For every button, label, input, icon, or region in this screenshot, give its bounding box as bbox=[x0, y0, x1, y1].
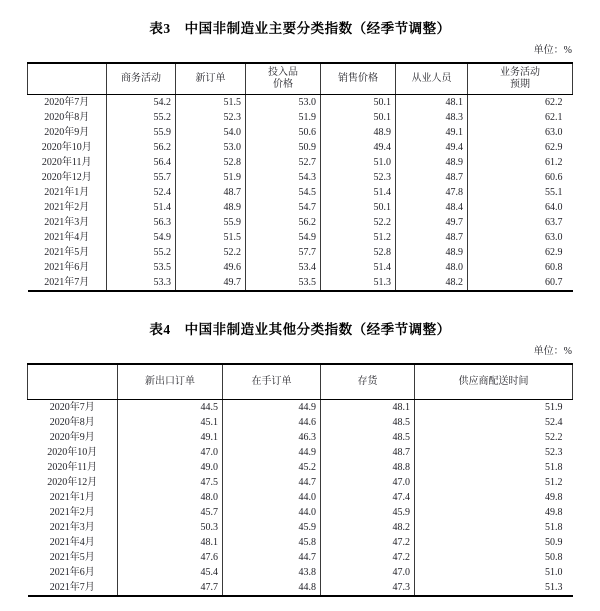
table-row bbox=[28, 550, 573, 565]
value-cell: 62.2 bbox=[468, 95, 573, 111]
row-label: 2021年1月 bbox=[44, 187, 90, 198]
column-header: 供应商配送时间 bbox=[415, 364, 573, 400]
value-cell: 52.2 bbox=[321, 215, 396, 230]
value-cell: 45.7 bbox=[118, 505, 223, 520]
table-row bbox=[28, 535, 573, 550]
row-label: 2021年6月 bbox=[49, 567, 95, 578]
table-row bbox=[28, 430, 573, 445]
value-cell: 56.2 bbox=[246, 215, 321, 230]
value-cell: 56.2 bbox=[107, 140, 176, 155]
value-cell: 52.2 bbox=[415, 430, 573, 445]
value-cell: 48.5 bbox=[321, 415, 415, 430]
row-label: 2020年10月 bbox=[47, 447, 98, 458]
value-cell: 53.0 bbox=[246, 95, 321, 111]
table4-header bbox=[28, 364, 573, 400]
table3-wrap bbox=[27, 44, 572, 292]
value-cell: 60.6 bbox=[468, 170, 573, 185]
column-header: 商务活动 bbox=[107, 63, 176, 95]
value-cell: 62.1 bbox=[468, 110, 573, 125]
row-label: 2020年9月 bbox=[44, 127, 90, 138]
value-cell: 51.9 bbox=[176, 170, 246, 185]
value-cell: 46.3 bbox=[223, 430, 321, 445]
value-cell: 63.0 bbox=[468, 125, 573, 140]
table-row bbox=[28, 505, 573, 520]
row-label: 2021年4月 bbox=[49, 537, 95, 548]
row-label: 2020年8月 bbox=[49, 417, 95, 428]
value-cell: 49.1 bbox=[118, 430, 223, 445]
column-header: 新出口订单 bbox=[118, 364, 223, 400]
table-row bbox=[28, 445, 573, 460]
value-cell: 49.4 bbox=[396, 140, 468, 155]
value-cell: 45.8 bbox=[223, 535, 321, 550]
value-cell: 48.2 bbox=[396, 275, 468, 291]
value-cell: 47.2 bbox=[321, 550, 415, 565]
value-cell: 48.1 bbox=[396, 95, 468, 111]
row-label: 2021年1月 bbox=[49, 492, 95, 503]
value-cell: 47.5 bbox=[118, 475, 223, 490]
table-row bbox=[28, 475, 573, 490]
column-header: 销售价格 bbox=[321, 63, 396, 95]
row-label: 2020年11月 bbox=[47, 462, 98, 473]
column-header: 从业人员 bbox=[396, 63, 468, 95]
value-cell: 52.4 bbox=[415, 415, 573, 430]
table-row bbox=[28, 460, 573, 475]
value-cell: 48.3 bbox=[396, 110, 468, 125]
table3-title: 表3 中国非制造业主要分类指数（经季节调整） bbox=[149, 21, 451, 36]
value-cell: 54.2 bbox=[107, 95, 176, 111]
value-cell: 55.2 bbox=[107, 245, 176, 260]
value-cell: 49.8 bbox=[415, 505, 573, 520]
table-row bbox=[28, 520, 573, 535]
value-cell: 50.8 bbox=[415, 550, 573, 565]
value-cell: 47.0 bbox=[118, 445, 223, 460]
row-label: 2021年5月 bbox=[44, 247, 90, 258]
table-row bbox=[28, 110, 573, 125]
value-cell: 50.1 bbox=[321, 95, 396, 111]
value-cell: 47.4 bbox=[321, 490, 415, 505]
value-cell: 47.0 bbox=[321, 475, 415, 490]
table4-section bbox=[0, 292, 600, 597]
table3-header bbox=[28, 63, 573, 95]
value-cell: 53.3 bbox=[107, 275, 176, 291]
value-cell: 49.8 bbox=[415, 490, 573, 505]
value-cell: 53.5 bbox=[107, 260, 176, 275]
table-row bbox=[28, 565, 573, 580]
value-cell: 48.7 bbox=[176, 185, 246, 200]
table3-body bbox=[28, 95, 573, 292]
value-cell: 55.7 bbox=[107, 170, 176, 185]
row-label: 2021年3月 bbox=[49, 522, 95, 533]
value-cell: 60.8 bbox=[468, 260, 573, 275]
value-cell: 48.7 bbox=[396, 170, 468, 185]
value-cell: 45.9 bbox=[223, 520, 321, 535]
value-cell: 45.9 bbox=[321, 505, 415, 520]
value-cell: 45.4 bbox=[118, 565, 223, 580]
table4-title: 表4 中国非制造业其他分类指数（经季节调整） bbox=[149, 322, 451, 337]
value-cell: 55.9 bbox=[176, 215, 246, 230]
value-cell: 44.5 bbox=[118, 400, 223, 416]
row-label: 2020年7月 bbox=[49, 402, 95, 413]
value-cell: 48.7 bbox=[396, 230, 468, 245]
value-cell: 44.0 bbox=[223, 505, 321, 520]
value-cell: 64.0 bbox=[468, 200, 573, 215]
value-cell: 51.9 bbox=[246, 110, 321, 125]
value-cell: 52.7 bbox=[246, 155, 321, 170]
value-cell: 51.4 bbox=[321, 260, 396, 275]
value-cell: 48.9 bbox=[176, 200, 246, 215]
table4-other-indices bbox=[27, 363, 573, 597]
row-label: 2020年11月 bbox=[41, 157, 92, 168]
value-cell: 48.9 bbox=[396, 155, 468, 170]
table-row bbox=[28, 275, 573, 291]
value-cell: 55.2 bbox=[107, 110, 176, 125]
value-cell: 62.9 bbox=[468, 140, 573, 155]
value-cell: 48.4 bbox=[396, 200, 468, 215]
table4-wrap bbox=[27, 345, 572, 597]
value-cell: 44.7 bbox=[223, 475, 321, 490]
table-row bbox=[28, 95, 573, 111]
value-cell: 51.3 bbox=[321, 275, 396, 291]
value-cell: 48.7 bbox=[321, 445, 415, 460]
value-cell: 44.9 bbox=[223, 400, 321, 416]
value-cell: 56.4 bbox=[107, 155, 176, 170]
value-cell: 53.5 bbox=[246, 275, 321, 291]
table-row bbox=[28, 490, 573, 505]
value-cell: 51.9 bbox=[415, 400, 573, 416]
value-cell: 49.6 bbox=[176, 260, 246, 275]
value-cell: 52.3 bbox=[176, 110, 246, 125]
row-label: 2020年12月 bbox=[47, 477, 98, 488]
table-row bbox=[28, 185, 573, 200]
value-cell: 51.4 bbox=[321, 185, 396, 200]
value-cell: 44.9 bbox=[223, 445, 321, 460]
value-cell: 54.9 bbox=[107, 230, 176, 245]
table-row bbox=[28, 200, 573, 215]
value-cell: 62.9 bbox=[468, 245, 573, 260]
table-row bbox=[28, 170, 573, 185]
value-cell: 48.0 bbox=[118, 490, 223, 505]
row-label: 2021年7月 bbox=[49, 582, 95, 593]
value-cell: 44.0 bbox=[223, 490, 321, 505]
value-cell: 48.9 bbox=[321, 125, 396, 140]
row-label: 2020年10月 bbox=[41, 142, 92, 153]
row-label: 2021年5月 bbox=[49, 552, 95, 563]
value-cell: 52.8 bbox=[321, 245, 396, 260]
value-cell: 49.0 bbox=[118, 460, 223, 475]
value-cell: 52.8 bbox=[176, 155, 246, 170]
table-row bbox=[28, 155, 573, 170]
value-cell: 47.2 bbox=[321, 535, 415, 550]
value-cell: 45.1 bbox=[118, 415, 223, 430]
column-header: 存货 bbox=[321, 364, 415, 400]
row-label: 2021年7月 bbox=[44, 277, 90, 288]
column-header: 新订单 bbox=[176, 63, 246, 95]
value-cell: 50.9 bbox=[415, 535, 573, 550]
table3-unit-label: 单位：% bbox=[533, 45, 572, 56]
row-label: 2021年2月 bbox=[49, 507, 95, 518]
column-header: 投入品 价格 bbox=[246, 63, 321, 95]
value-cell: 43.8 bbox=[223, 565, 321, 580]
table-row bbox=[28, 400, 573, 416]
value-cell: 44.7 bbox=[223, 550, 321, 565]
value-cell: 51.4 bbox=[107, 200, 176, 215]
row-label: 2021年3月 bbox=[44, 217, 90, 228]
value-cell: 51.0 bbox=[321, 155, 396, 170]
value-cell: 49.7 bbox=[176, 275, 246, 291]
value-cell: 47.8 bbox=[396, 185, 468, 200]
value-cell: 51.3 bbox=[415, 580, 573, 596]
value-cell: 61.2 bbox=[468, 155, 573, 170]
table4-header-row bbox=[28, 364, 573, 400]
table-row bbox=[28, 260, 573, 275]
table3-header-row bbox=[28, 63, 573, 95]
row-label: 2021年2月 bbox=[44, 202, 90, 213]
value-cell: 50.1 bbox=[321, 110, 396, 125]
value-cell: 56.3 bbox=[107, 215, 176, 230]
value-cell: 49.7 bbox=[396, 215, 468, 230]
value-cell: 50.9 bbox=[246, 140, 321, 155]
value-cell: 55.1 bbox=[468, 185, 573, 200]
value-cell: 54.5 bbox=[246, 185, 321, 200]
table-row bbox=[28, 245, 573, 260]
value-cell: 51.8 bbox=[415, 460, 573, 475]
row-label: 2020年12月 bbox=[41, 172, 92, 183]
value-cell: 48.8 bbox=[321, 460, 415, 475]
table-row bbox=[28, 230, 573, 245]
table-row bbox=[28, 125, 573, 140]
value-cell: 47.6 bbox=[118, 550, 223, 565]
value-cell: 53.4 bbox=[246, 260, 321, 275]
value-cell: 45.2 bbox=[223, 460, 321, 475]
value-cell: 51.5 bbox=[176, 230, 246, 245]
value-cell: 47.0 bbox=[321, 565, 415, 580]
value-cell: 51.0 bbox=[415, 565, 573, 580]
row-label: 2020年8月 bbox=[44, 112, 90, 123]
value-cell: 44.6 bbox=[223, 415, 321, 430]
table4-body bbox=[28, 400, 573, 597]
value-cell: 47.7 bbox=[118, 580, 223, 596]
value-cell: 50.3 bbox=[118, 520, 223, 535]
value-cell: 54.9 bbox=[246, 230, 321, 245]
row-label-header bbox=[28, 63, 107, 95]
table-row bbox=[28, 580, 573, 596]
value-cell: 52.4 bbox=[107, 185, 176, 200]
value-cell: 48.1 bbox=[321, 400, 415, 416]
value-cell: 48.0 bbox=[396, 260, 468, 275]
value-cell: 63.0 bbox=[468, 230, 573, 245]
value-cell: 51.5 bbox=[176, 95, 246, 111]
table4-unit-label: 单位：% bbox=[533, 346, 572, 357]
table-row bbox=[28, 415, 573, 430]
column-header: 业务活动 预期 bbox=[468, 63, 573, 95]
value-cell: 48.9 bbox=[396, 245, 468, 260]
value-cell: 51.8 bbox=[415, 520, 573, 535]
value-cell: 52.3 bbox=[321, 170, 396, 185]
value-cell: 51.2 bbox=[321, 230, 396, 245]
value-cell: 51.2 bbox=[415, 475, 573, 490]
value-cell: 54.7 bbox=[246, 200, 321, 215]
row-label: 2021年6月 bbox=[44, 262, 90, 273]
value-cell: 60.7 bbox=[468, 275, 573, 291]
value-cell: 53.0 bbox=[176, 140, 246, 155]
column-header: 在手订单 bbox=[223, 364, 321, 400]
row-label: 2021年4月 bbox=[44, 232, 90, 243]
value-cell: 52.3 bbox=[415, 445, 573, 460]
value-cell: 54.3 bbox=[246, 170, 321, 185]
value-cell: 54.0 bbox=[176, 125, 246, 140]
value-cell: 44.8 bbox=[223, 580, 321, 596]
table-row bbox=[28, 215, 573, 230]
value-cell: 48.1 bbox=[118, 535, 223, 550]
table3-section bbox=[0, 0, 600, 292]
row-label: 2020年9月 bbox=[49, 432, 95, 443]
value-cell: 52.2 bbox=[176, 245, 246, 260]
value-cell: 48.5 bbox=[321, 430, 415, 445]
row-label: 2020年7月 bbox=[44, 97, 90, 108]
value-cell: 57.7 bbox=[246, 245, 321, 260]
value-cell: 49.1 bbox=[396, 125, 468, 140]
value-cell: 50.6 bbox=[246, 125, 321, 140]
table3-main-indices bbox=[27, 62, 573, 292]
value-cell: 49.4 bbox=[321, 140, 396, 155]
value-cell: 63.7 bbox=[468, 215, 573, 230]
value-cell: 50.1 bbox=[321, 200, 396, 215]
table-row bbox=[28, 140, 573, 155]
value-cell: 55.9 bbox=[107, 125, 176, 140]
value-cell: 47.3 bbox=[321, 580, 415, 596]
value-cell: 48.2 bbox=[321, 520, 415, 535]
row-label-header bbox=[28, 364, 118, 400]
